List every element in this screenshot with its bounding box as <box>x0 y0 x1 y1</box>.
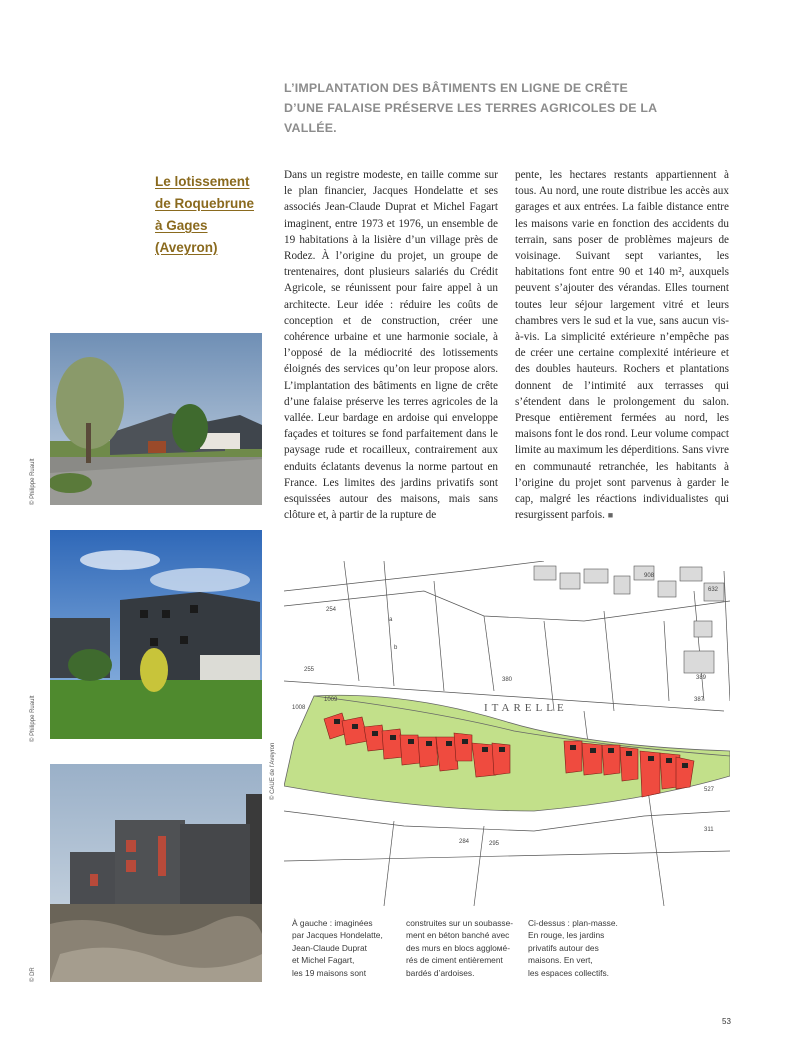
credit-photo-2: © Philippe Ruault <box>30 695 36 742</box>
caption-1 <box>292 917 383 979</box>
caption-line: bardés d’ardoises. <box>406 967 475 978</box>
title-line-2: de Roquebrune <box>155 196 255 211</box>
caption-line: Jean-Claude Duprat <box>292 942 367 953</box>
caption-line: les espaces collectifs. <box>528 967 609 978</box>
photo-houses-2 <box>50 530 262 739</box>
parcel-number: 908 <box>644 573 655 579</box>
site-plan-map <box>284 561 730 906</box>
article-title <box>155 171 265 259</box>
body-text-1: Dans un registre modeste, en taille comme sur le plan financier, Jacques Hondelatte et ses associés Jean-Claude Duprat et Michel Fagart imaginent, entre 1973 et 1976, un ensemble de 19 habitations à la lisière d’un village près de Rodez. À l’origine du projet, un groupe de trentenaires, dont plusieurs salariés du Crédit Agricole, se réunissent pour faire appel à un architecte. Leur idée : réduire les coûts de conception et de construction, créer une cohérence urbaine et une harmonie sociale, à l’opposé de la médiocrité des lotissements éloignés des services qu’on leur propose alors. L’implantation des bâtiments en ligne de crête d’une falaise préserve les terres agricoles de la vallée. Leur bardage en ardoise qui enveloppe façades et toitures se fond parfaitement dans le paysage rude et rocailleux, contrairement aux enduits éclatants devenus la norme partout en France. Les limites des jardins privatifs sont esquissées autour des maisons, mais sans clôture et, à partir de la rupture de <box>284 169 498 522</box>
caption-line: ment en béton banché avec <box>406 930 510 941</box>
header-line-2: D’UNE FALAISE PRÉSERVE LES TERRES AGRICOLES DE LA VALLÉE. <box>284 101 657 135</box>
caption-line: des murs en blocs aggloмé- <box>406 942 510 953</box>
photo-houses-2-image <box>50 530 262 739</box>
parcel-number: 527 <box>704 787 715 793</box>
parcel-number: 255 <box>304 667 315 673</box>
caption-2 <box>406 917 513 979</box>
parcel-number: a <box>389 617 393 623</box>
photo-houses-3 <box>50 764 262 982</box>
parcel-number: 380 <box>502 677 513 683</box>
parcel-number: 389 <box>696 675 707 681</box>
parcel-number: 387 <box>694 697 705 703</box>
caption-line: les 19 maisons sont <box>292 967 367 978</box>
parcel-number: 254 <box>326 607 337 613</box>
parcel-number: b <box>394 645 398 651</box>
title-line-1: Le lotissement <box>155 174 250 189</box>
photo-houses-1 <box>50 333 262 505</box>
credit-photo-3: © DR <box>30 967 36 982</box>
credit-map: © CAUE de l’Aveyron <box>270 742 276 800</box>
photo-houses-3-image <box>50 764 262 982</box>
site-plan-drawing <box>284 561 730 906</box>
caption-line: construites sur un soubasse- <box>406 918 514 928</box>
photo-houses-1-image <box>50 333 262 505</box>
parcel-number: 284 <box>459 839 470 845</box>
caption-line: Ci-dessus : plan-masse. <box>528 918 618 928</box>
page-number: 53 <box>722 1017 731 1026</box>
body-column-1 <box>284 167 498 523</box>
section-header <box>284 78 704 138</box>
credit-photo-1: © Philippe Ruault <box>30 458 36 505</box>
header-line-1: L’IMPLANTATION DES BÂTIMENTS EN LIGNE DE CRÊTE <box>284 81 628 95</box>
caption-line: maisons. En vert, <box>528 955 593 966</box>
body-text-2 <box>515 167 729 523</box>
body-column-2 <box>515 167 729 523</box>
parcel-number: 632 <box>708 587 719 593</box>
title-line-4: (Aveyron) <box>155 240 218 255</box>
caption-line: rés de ciment entièrement <box>406 955 503 966</box>
body-text-2-content: pente, les hectares restants appartiennent à tous. Au nord, une route distribue les accès aux garages et aux entrées. La faible distance entre les maisons varie en fonction des accidents du terrain, sans poser de problèmes majeurs de voisinage. Suivant sept variantes, les habitations font entre 90 et 140 m², auxquels peuvent s’ajouter des vérandas. Elles tournent toutes leur séjour largement vitré et leurs chambres vers le sud et la vue, sans aucun vis-à-vis. La simplicité extérieure n’empêche pas de créer une certaine complexité intérieure et des doubles hauteurs. Rochers et plantations donnent de l’intimité aux terrasses qui s’étendent dans le prolongement du salon. Presque entièrement fermées au nord, les maisons font le dos rond. Leur volume compact limite au maximum les déperditions. Sans vivre en communauté retranchée, les habitants à l’origine du projet sont parvenus à garder le cap, malgré les réactions individualistes qui resurgissent parfois. <box>515 169 729 522</box>
parcel-number: 1008 <box>292 705 306 711</box>
caption-line: En rouge, les jardins <box>528 930 605 941</box>
caption-line: À gauche : imaginées <box>292 918 373 928</box>
parcel-number: 295 <box>489 841 500 847</box>
map-place-label: ITARELLE <box>484 702 568 714</box>
caption-line: privatifs autour des <box>528 942 599 953</box>
end-mark-icon: ■ <box>607 510 614 521</box>
parcel-number: 1009 <box>324 697 338 703</box>
caption-line: et Michel Fagart, <box>292 955 355 966</box>
caption-line: par Jacques Hondelatte, <box>292 930 383 941</box>
title-line-3: à Gages <box>155 218 208 233</box>
parcel-number: 311 <box>704 827 714 833</box>
caption-3 <box>528 917 618 979</box>
